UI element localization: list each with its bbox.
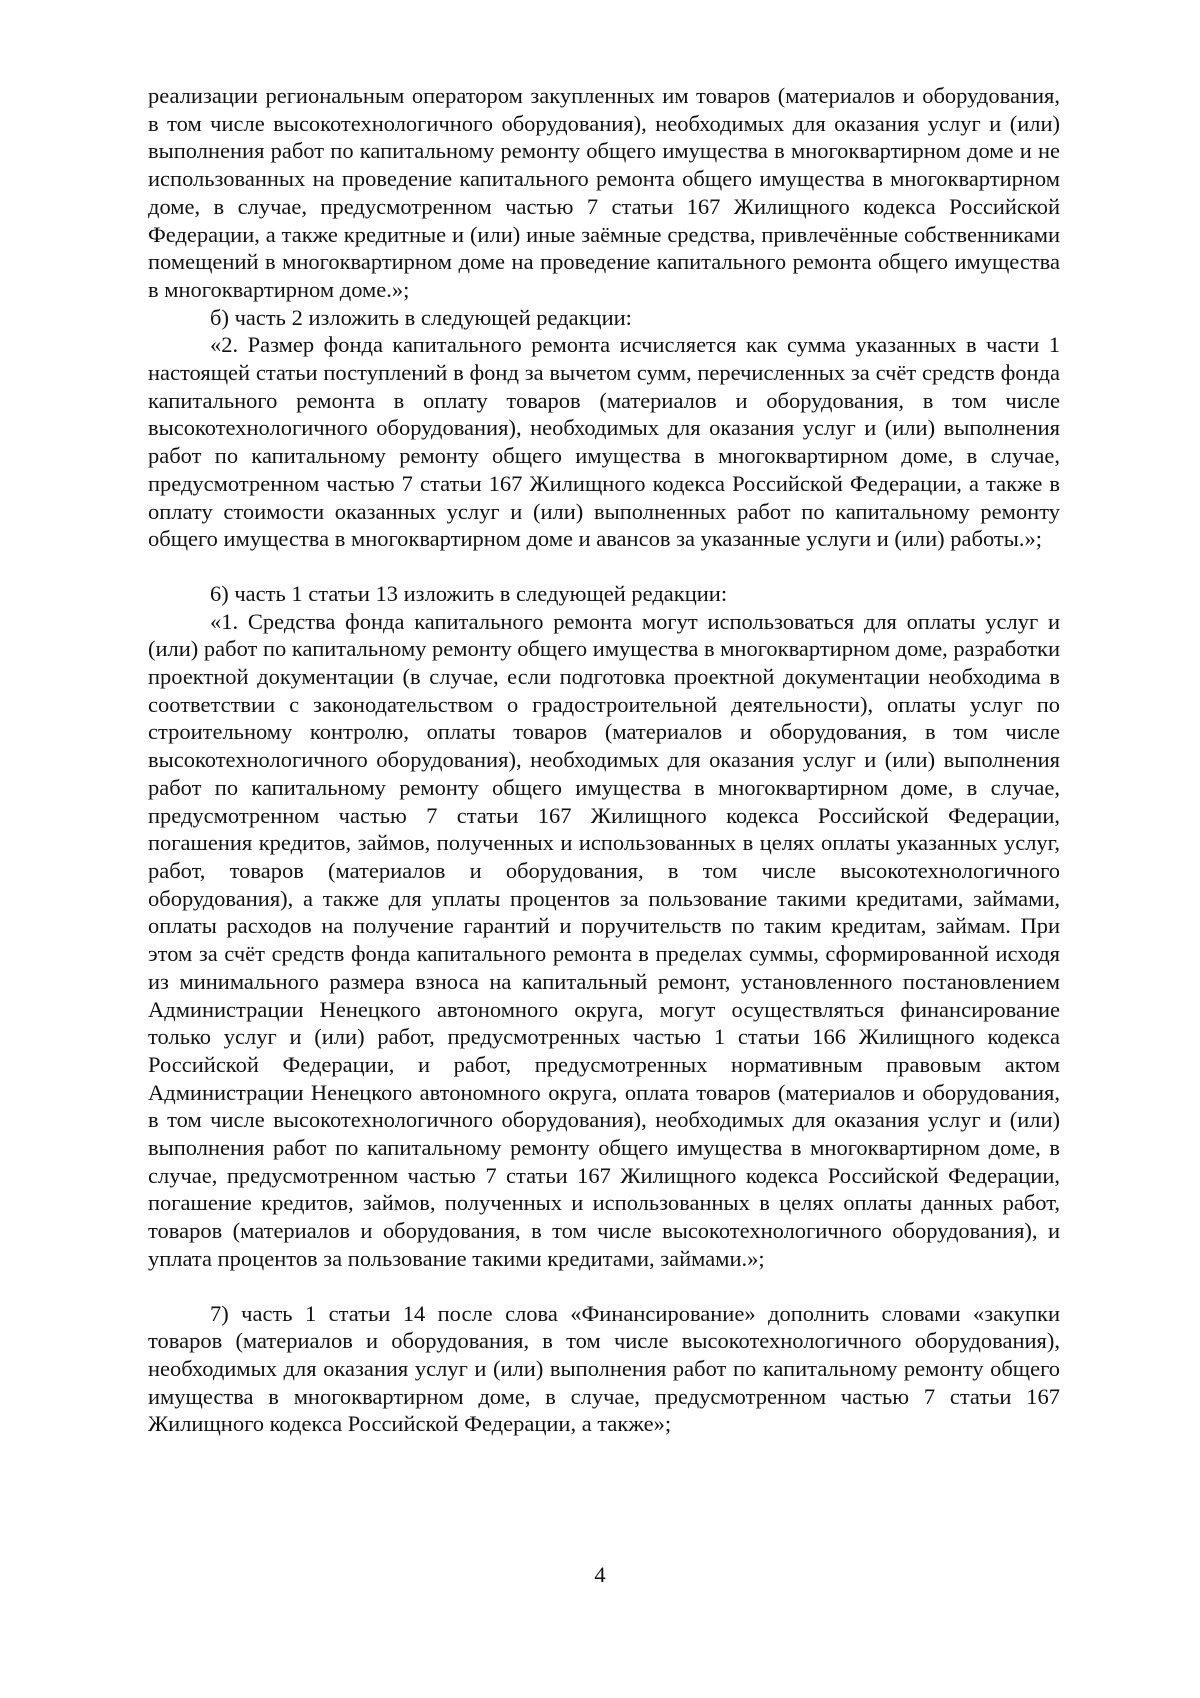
paragraph-item-7: 7) часть 1 статьи 14 после слова «Финансирование» дополнить словами «закупки товаров (материалов и оборудования, в том числе высокотехнологичного оборудования), необходимых для оказания услуг и (или) выполнения работ по капитальному ремонту общего имущества в многоквартирном доме, в случае, предусмотренном частью 7 статьи 167 Жилищного кодекса Российской Федерации, а также»; <box>148 1300 1060 1437</box>
paragraph-item-6: 6) часть 1 статьи 13 изложить в следующей редакции: <box>210 580 728 606</box>
paragraph-part-2-text: «2. Размер фонда капитального ремонта исчисляется как сумма указанных в части 1 настоящей статьи поступлений в фонд за вычетом сумм, перечисленных за счёт средств фонда капитального ремонта в оплату товаров (материалов и оборудования, в том числе высокотехнологичного оборудования), необходимых для оказания услуг и (или) выполнения работ по капитальному ремонту общего имущества в многоквартирном доме, в случае, предусмотренном частью 7 статьи 167 Жилищного кодекса Российской Федерации, а также в оплату стоимости оказанных услуг и (или) выполненных работ по капитальному ремонту общего имущества в многоквартирном доме и авансов за указанные услуги и (или) работы.»; <box>148 332 1060 552</box>
paragraph-part-1-text: «1. Средства фонда капитального ремонта могут использоваться для оплаты услуг и (или) работ по капитальному ремонту общего имущества в многоквартирном доме, разработки проектной документации (в случае, если подготовка проектной документации необходима в соответствии с законодательством о градостроительной деятельности), оплаты услуг по строительному контролю, оплаты товаров (материалов и оборудования, в том числе высокотехнологичного оборудования), необходимых для оказания услуг и (или) выполнения работ по капитальному ремонту общего имущества в многоквартирном доме, в случае, предусмотренном частью 7 статьи 167 Жилищного кодекса Российской Федерации, погашения кредитов, займов, полученных и использованных в целях оплаты указанных услуг, работ, товаров (материалов и оборудования, в том числе высокотехнологичного оборудования), а также для уплаты процентов за пользование такими кредитами, займами, оплаты расходов на получение гарантий и поручительств по таким кредитам, займам. При этом за счёт средств фонда капитального ремонта в пределах суммы, сформированной исходя из минимального размера взноса на капитальный ремонт, установленного постановлением Администрации Ненецкого автономного округа, могут осуществляться финансирование только услуг и (или) работ, предусмотренных частью 1 статьи 166 Жилищного кодекса Российской Федерации, и работ, предусмотренных нормативным правовым актом Администрации Ненецкого автономного округа, оплата товаров (материалов и оборудования, в том числе высокотехнологичного оборудования), необходимых для оказания услуг и (или) выполнения работ по капитальному ремонту общего имущества в многоквартирном доме, в случае, предусмотренном частью 7 статьи 167 Жилищного кодекса Российской Федерации, погашение кредитов, займов, полученных и использованных в целях оплаты данных работ, товаров (материалов и оборудования, в том числе высокотехнологичного оборудования), и уплата процентов за пользование такими кредитами, займами.»; <box>148 608 1060 1271</box>
paragraph-continuation: реализации региональным оператором закупленных им товаров (материалов и оборудования, в том числе высокотехнологичного оборудования), необходимых для оказания услуг и (или) выполнения работ по капитальному ремонту общего имущества в многоквартирном доме и не использованных на проведение капитального ремонта общего имущества в многоквартирном доме, в случае, предусмотренном частью 7 статьи 167 Жилищного кодекса Российской Федерации, а также кредитные и (или) иные заёмные средства, привлечённые собственниками помещений в многоквартирном доме на проведение капитального ремонта общего имущества в многоквартирном доме.»; <box>148 83 1060 302</box>
page-number: 4 <box>594 1562 606 1587</box>
document-page <box>148 82 1060 1438</box>
paragraph-item-b: б) часть 2 изложить в следующей редакции: <box>210 304 632 330</box>
